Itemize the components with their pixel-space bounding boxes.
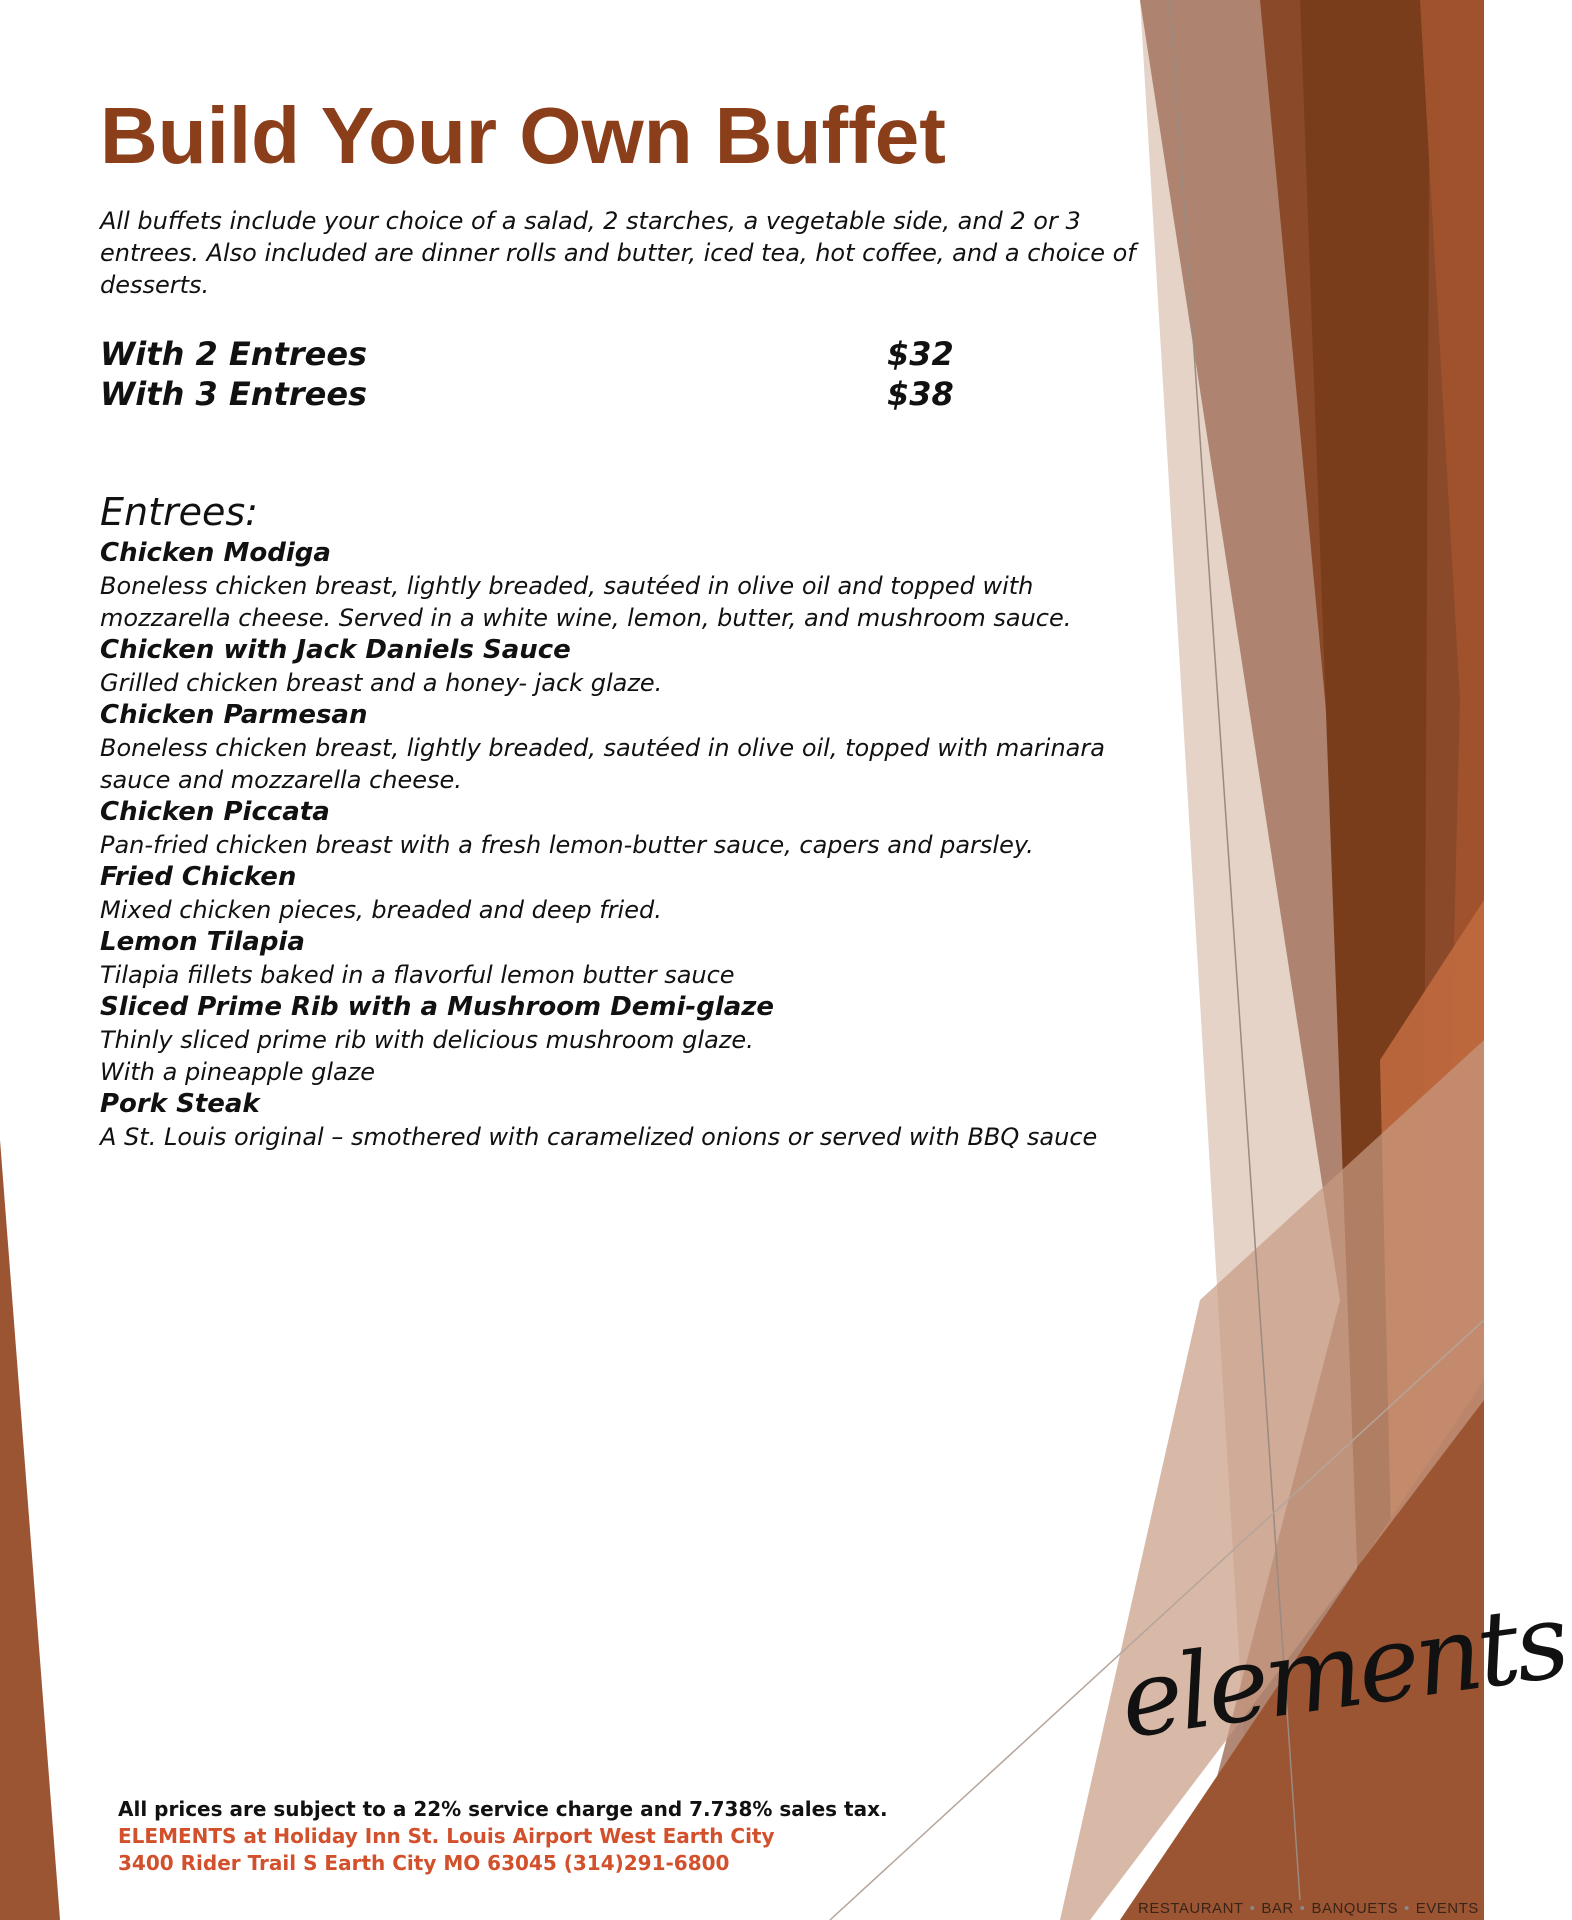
footer — [118, 1796, 888, 1877]
entree-extra-note: With a pineapple glaze — [100, 1058, 376, 1086]
tagline-item: EVENTS — [1415, 1900, 1479, 1917]
price-amount: $38 — [887, 375, 954, 413]
price-row — [100, 335, 960, 375]
entree-description: A St. Louis original – smothered with caramelized onions or served with BBQ sauce — [100, 1123, 1098, 1151]
entrees-heading: Entrees: — [100, 490, 258, 534]
footer-address: 3400 Rider Trail S Earth City MO 63045 (314)291-6800 — [118, 1851, 730, 1875]
footer-fine-print: All prices are subject to a 22% service charge and 7.738% sales tax. — [118, 1797, 888, 1821]
entree-description: Mixed chicken pieces, breaded and deep fried. — [100, 896, 662, 924]
entree-name: Chicken Modiga — [100, 538, 331, 568]
tagline-item: BAR — [1261, 1900, 1294, 1917]
entree-name: Lemon Tilapia — [100, 927, 305, 957]
entree-description: Grilled chicken breast and a honey- jack glaze. — [100, 669, 663, 697]
intro-paragraph: All buffets include your choice of a salad, 2 starches, a vegetable side, and 2 or 3 entrees. Also included are dinner rolls and butter, iced tea, hot coffee, and a choice of desserts. — [100, 207, 1136, 299]
entree-name: Fried Chicken — [100, 862, 297, 892]
separator-dot-icon: • — [1299, 1900, 1306, 1917]
entree-name: Pork Steak — [100, 1089, 260, 1119]
entree-item — [100, 537, 1160, 634]
entree-name: Chicken Piccata — [100, 797, 330, 827]
footer-venue: ELEMENTS at Holiday Inn St. Louis Airport West Earth City — [118, 1824, 775, 1848]
price-amount: $32 — [887, 335, 954, 373]
left-panel-brown — [0, 1140, 60, 1920]
entree-item — [100, 699, 1160, 796]
entree-item — [100, 796, 1160, 861]
logo-tagline — [1138, 1900, 1479, 1917]
entree-description: Boneless chicken breast, lightly breaded, sautéed in olive oil and topped with mozzarella cheese. Served in a white wine, lemon, butter, and mushroom sauce. — [100, 572, 1072, 632]
entree-list — [100, 537, 1160, 1153]
price-row — [100, 375, 960, 415]
price-label: With 2 Entrees — [100, 335, 368, 373]
separator-dot-icon: • — [1403, 1900, 1410, 1917]
entree-description: Tilapia fillets baked in a flavorful lemon butter sauce — [100, 961, 735, 989]
entree-item — [100, 991, 1160, 1088]
tagline-item: RESTAURANT — [1138, 1900, 1244, 1917]
entree-item — [100, 926, 1160, 991]
separator-dot-icon: • — [1249, 1900, 1256, 1917]
entree-description: Thinly sliced prime rib with delicious mushroom glaze. — [100, 1026, 754, 1054]
entree-name: Chicken with Jack Daniels Sauce — [100, 635, 571, 665]
entree-name: Chicken Parmesan — [100, 700, 368, 730]
entree-name: Sliced Prime Rib with a Mushroom Demi-glaze — [100, 992, 775, 1022]
tagline-item: BANQUETS — [1311, 1900, 1398, 1917]
page-title: Build Your Own Buffet — [100, 91, 946, 180]
entree-description: Boneless chicken breast, lightly breaded, sautéed in olive oil, topped with marinara sauce and mozzarella cheese. — [100, 734, 1105, 794]
elements-logo: elements — [1113, 1579, 1572, 1762]
entree-item — [100, 1088, 1160, 1153]
entree-item — [100, 634, 1160, 699]
entree-item — [100, 861, 1160, 926]
entree-description: Pan-fried chicken breast with a fresh lemon-butter sauce, capers and parsley. — [100, 831, 1034, 859]
price-label: With 3 Entrees — [100, 375, 368, 413]
